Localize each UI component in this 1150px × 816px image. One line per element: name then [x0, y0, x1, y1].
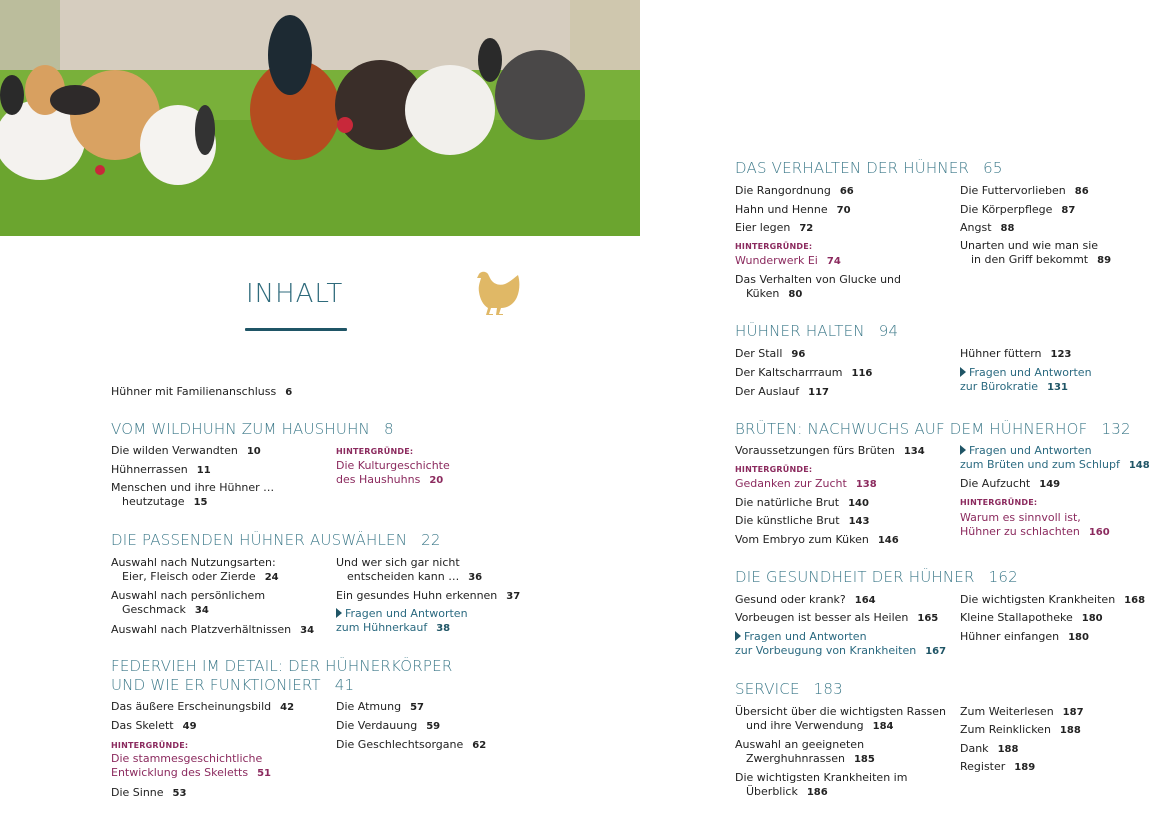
section-title: DIE GESUNDHEIT DER HÜHNER [735, 568, 975, 586]
toc-entry[interactable] [336, 700, 424, 715]
entry-label: Hühner mit Familienanschluss [111, 385, 277, 398]
page-number: 51 [257, 768, 271, 779]
page-number: 59 [426, 721, 441, 732]
page-number: 134 [903, 446, 925, 457]
page-number: 148 [1128, 460, 1150, 471]
entry-label-cont: und ihre Verwendung [746, 719, 864, 732]
entry-label: Die Verdauung [336, 719, 418, 732]
page-number: 146 [877, 535, 899, 546]
page-number: 143 [848, 516, 870, 527]
toc-entry[interactable] [960, 723, 1081, 738]
entry-label: Der Auslauf [735, 385, 800, 398]
toc-entry[interactable] [111, 444, 261, 459]
toc-entry-hintergruende[interactable] [111, 752, 271, 781]
toc-entry[interactable] [735, 221, 813, 236]
page-number: 140 [848, 498, 869, 509]
section-page: 183 [813, 680, 843, 698]
section-title: HÜHNER HALTEN [735, 322, 865, 340]
toc-entry[interactable] [111, 463, 211, 478]
entry-label: Die Atmung [336, 700, 402, 713]
toc-entry-intro[interactable] [111, 385, 292, 400]
page-number: 96 [791, 349, 806, 360]
page-number: 123 [1050, 349, 1072, 360]
toc-entry[interactable] [960, 742, 1018, 757]
page-number: 117 [808, 387, 830, 398]
entry-label: Gedanken zur Zucht [735, 477, 847, 490]
page-number: 24 [264, 572, 279, 583]
toc-entry[interactable] [735, 444, 925, 459]
section-heading-service[interactable] [735, 680, 843, 699]
section-title: BRÜTEN: NACHWUCHS AUF DEM HÜHNERHOF [735, 420, 1088, 438]
toc-entry[interactable] [735, 738, 875, 767]
page-number: 57 [410, 702, 424, 713]
entry-label: Die künstliche Brut [735, 514, 840, 527]
section-page: 132 [1101, 420, 1131, 438]
entry-label-cont: zur Vorbeugung von Krankheiten [735, 644, 917, 657]
page-number: 131 [1047, 382, 1068, 393]
entry-label: Die natürliche Brut [735, 496, 840, 509]
toc-entry[interactable] [960, 630, 1089, 645]
toc-entry[interactable] [960, 221, 1014, 236]
page-number: 188 [1059, 725, 1081, 736]
page-number: 37 [506, 591, 521, 602]
page-number: 11 [196, 465, 211, 476]
section-page: 22 [421, 531, 441, 549]
hintergruende-label: HINTERGRÜNDE: [111, 741, 189, 750]
toc-entry[interactable] [735, 611, 938, 626]
entry-label: Gesund oder krank? [735, 593, 846, 606]
entry-label: Kleine Stallapotheke [960, 611, 1073, 624]
page-number: 34 [300, 625, 315, 636]
entry-label: Auswahl nach persönlichem [111, 589, 266, 602]
page-number: 86 [1074, 186, 1089, 197]
page-number: 66 [839, 186, 854, 197]
page-number: 74 [826, 256, 841, 267]
entry-label-cont: Entwicklung des Skeletts [111, 766, 249, 779]
entry-label: Die Körperpflege [960, 203, 1053, 216]
entry-label: Zum Weiterlesen [960, 705, 1054, 718]
section-heading-wildhuhn[interactable] [111, 420, 394, 439]
toc-entry-faq[interactable] [336, 607, 468, 636]
page-number: 167 [925, 646, 947, 657]
toc-entry[interactable] [735, 366, 872, 381]
page-number: 187 [1062, 707, 1084, 718]
page-number: 185 [853, 754, 875, 765]
toc-entry[interactable] [735, 533, 899, 548]
page-number: 180 [1068, 632, 1089, 643]
page-number: 189 [1014, 762, 1036, 773]
entry-label: Fragen und Antworten [969, 366, 1092, 379]
entry-label: Das Verhalten von Glucke und [735, 273, 901, 286]
section-title-cont: UND WIE ER FUNKTIONIERT [111, 676, 321, 694]
entry-label-cont: in den Griff bekommt [971, 253, 1089, 266]
triangle-marker-icon [960, 445, 966, 455]
toc-entry[interactable] [111, 481, 274, 510]
toc-entry[interactable] [111, 623, 314, 638]
toc-entry[interactable] [735, 203, 851, 218]
page-number: 149 [1039, 479, 1061, 490]
page-number: 49 [182, 721, 197, 732]
toc-entry[interactable] [960, 203, 1075, 218]
triangle-marker-icon [336, 608, 342, 618]
toc-entry[interactable] [960, 477, 1060, 492]
entry-label: Hühner einfangen [960, 630, 1060, 643]
section-heading-brueten[interactable] [735, 420, 1131, 439]
page-number: 38 [436, 623, 451, 634]
entry-label: Eier legen [735, 221, 791, 234]
section-title: DAS VERHALTEN DER HÜHNER [735, 159, 970, 177]
page-number: 20 [429, 475, 444, 486]
toc-entry-hintergruende[interactable] [336, 459, 450, 488]
entry-label: Die wilden Verwandten [111, 444, 238, 457]
entry-label: Die Aufzucht [960, 477, 1031, 490]
entry-label: Und wer sich gar nicht [336, 556, 460, 569]
page-number: 87 [1061, 205, 1076, 216]
entry-label: Wunderwerk Ei [735, 254, 818, 267]
hintergruende-label: HINTERGRÜNDE: [960, 498, 1038, 507]
entry-label: Hühner füttern [960, 347, 1042, 360]
entry-label-cont: Küken [746, 287, 780, 300]
page-title: INHALT [246, 279, 344, 309]
entry-label: Die wichtigsten Krankheiten [960, 593, 1116, 606]
page-number: 36 [468, 572, 483, 583]
hintergruende-label: HINTERGRÜNDE: [735, 465, 813, 474]
triangle-marker-icon [735, 631, 741, 641]
entry-label: Fragen und Antworten [345, 607, 468, 620]
toc-entry[interactable] [336, 556, 482, 585]
toc-entry[interactable] [111, 700, 294, 715]
entry-label: Register [960, 760, 1006, 773]
entry-label: Die Geschlechtsorgane [336, 738, 464, 751]
toc-entry[interactable] [111, 719, 197, 734]
entry-label-cont: Zwerghuhnrassen [746, 752, 845, 765]
section-title: FEDERVIEH IM DETAIL: DER HÜHNERKÖRPER [111, 657, 453, 675]
entry-label-cont: Eier, Fleisch oder Zierde [122, 570, 256, 583]
entry-label: Der Stall [735, 347, 783, 360]
entry-label: Fragen und Antworten [969, 444, 1092, 457]
hintergruende-label: HINTERGRÜNDE: [735, 242, 813, 251]
page-number: 165 [917, 613, 939, 624]
entry-label: Übersicht über die wichtigsten Rassen [735, 705, 947, 718]
hintergruende-label: HINTERGRÜNDE: [336, 447, 414, 456]
page-number: 6 [285, 387, 293, 398]
page-number: 186 [806, 787, 828, 798]
entry-label-cont: zur Bürokratie [960, 380, 1039, 393]
entry-label: Hühnerrassen [111, 463, 188, 476]
entry-label: Auswahl nach Platzverhältnissen [111, 623, 292, 636]
page-number: 70 [836, 205, 851, 216]
page-number: 72 [799, 223, 814, 234]
entry-label-cont: heutzutage [122, 495, 185, 508]
toc-entry[interactable] [735, 184, 854, 199]
entry-label: Die Sinne [111, 786, 164, 799]
toc-entry-hintergruende[interactable] [735, 254, 841, 269]
page-number: 42 [280, 702, 295, 713]
page-number: 180 [1081, 613, 1103, 624]
toc-entry[interactable] [336, 589, 520, 604]
toc-entry[interactable] [735, 771, 907, 800]
page-number: 80 [788, 289, 803, 300]
entry-label: Dank [960, 742, 989, 755]
entry-label: Unarten und wie man sie [960, 239, 1099, 252]
entry-label-cont: Geschmack [122, 603, 186, 616]
section-page: 8 [383, 420, 394, 438]
entry-label: Menschen und ihre Hühner … [111, 481, 275, 494]
entry-label-cont: des Haushuhns [336, 473, 421, 486]
section-heading-gesundheit[interactable] [735, 568, 1018, 587]
page-number: 15 [193, 497, 208, 508]
triangle-marker-icon [960, 367, 966, 377]
chickens-photo [0, 0, 640, 236]
toc-entry[interactable] [735, 705, 946, 734]
toc-entry-faq[interactable] [960, 366, 1092, 395]
section-title: DIE PASSENDEN HÜHNER AUSWÄHLEN [111, 531, 408, 549]
toc-entry[interactable] [735, 496, 869, 511]
hen-icon [473, 268, 523, 318]
toc-entry[interactable] [960, 593, 1145, 608]
toc-entry[interactable] [111, 556, 279, 585]
section-title: SERVICE [735, 680, 800, 698]
page-number: 188 [997, 744, 1019, 755]
section-page: 65 [983, 159, 1003, 177]
entry-label: Vorbeugen ist besser als Heilen [735, 611, 909, 624]
toc-entry[interactable] [960, 184, 1089, 199]
entry-label: Angst [960, 221, 992, 234]
page-number: 34 [194, 605, 209, 616]
section-heading-verhalten[interactable] [735, 159, 1003, 178]
entry-label: Fragen und Antworten [744, 630, 867, 643]
entry-label: Hahn und Henne [735, 203, 828, 216]
title-underline [245, 328, 347, 331]
section-page: 94 [878, 322, 899, 340]
page-number: 53 [172, 788, 187, 799]
toc-entry[interactable] [735, 514, 869, 529]
entry-label: Die Rangordnung [735, 184, 831, 197]
entry-label: Der Kaltscharrraum [735, 366, 843, 379]
page-number: 160 [1088, 527, 1110, 538]
toc-entry[interactable] [960, 760, 1035, 775]
page-number: 138 [855, 479, 877, 490]
entry-label-cont: entscheiden kann … [347, 570, 460, 583]
page-number: 88 [1000, 223, 1015, 234]
page-number: 62 [472, 740, 487, 751]
page-number: 184 [872, 721, 894, 732]
toc-entry-hintergruende[interactable] [960, 511, 1110, 540]
entry-label-cont: Hühner zu schlachten [960, 525, 1080, 538]
entry-label: Auswahl nach Nutzungsarten: [111, 556, 276, 569]
entry-label: Zum Reinklicken [960, 723, 1051, 736]
entry-label-cont: zum Hühnerkauf [336, 621, 428, 634]
page-number: 168 [1124, 595, 1146, 606]
entry-label: Vom Embryo zum Küken [735, 533, 869, 546]
toc-entry[interactable] [960, 347, 1071, 362]
entry-label: Voraussetzungen fürs Brüten [735, 444, 895, 457]
section-heading-halten[interactable] [735, 322, 898, 341]
toc-entry[interactable] [960, 239, 1111, 268]
section-page: 162 [988, 568, 1018, 586]
toc-entry[interactable] [960, 705, 1084, 720]
entry-label: Ein gesundes Huhn erkennen [336, 589, 498, 602]
section-title: VOM WILDHUHN ZUM HAUSHUHN [111, 420, 370, 438]
toc-entry[interactable] [960, 611, 1103, 626]
toc-entry[interactable] [111, 589, 265, 618]
entry-label: Auswahl an geeigneten [735, 738, 865, 751]
entry-label: Das äußere Erscheinungsbild [111, 700, 272, 713]
entry-label: Die stammesgeschichtliche [111, 752, 263, 765]
entry-label-cont: Überblick [746, 785, 798, 798]
entry-label: Das Skelett [111, 719, 174, 732]
page-number: 10 [246, 446, 261, 457]
page-number: 164 [854, 595, 876, 606]
section-heading-federvieh[interactable] [111, 657, 452, 695]
entry-label: Die Kulturgeschichte [336, 459, 450, 472]
toc-entry[interactable] [735, 347, 805, 362]
toc-entry[interactable] [111, 786, 186, 801]
section-page: 41 [334, 676, 355, 694]
toc-entry[interactable] [336, 738, 486, 753]
toc-entry[interactable] [735, 593, 876, 608]
page-number: 116 [851, 368, 873, 379]
toc-entry[interactable] [735, 385, 829, 400]
toc-entry-faq[interactable] [960, 444, 1150, 473]
page-number: 89 [1097, 255, 1112, 266]
toc-entry[interactable] [336, 719, 440, 734]
entry-label: Die wichtigsten Krankheiten im [735, 771, 908, 784]
entry-label: Warum es sinnvoll ist, [960, 511, 1081, 524]
toc-entry-faq[interactable] [735, 630, 946, 659]
toc-entry-hintergruende[interactable] [735, 477, 877, 492]
toc-entry[interactable] [735, 273, 901, 302]
entry-label-cont: zum Brüten und zum Schlupf [960, 458, 1120, 471]
section-heading-auswaehlen[interactable] [111, 531, 441, 550]
entry-label: Die Futtervorlieben [960, 184, 1066, 197]
